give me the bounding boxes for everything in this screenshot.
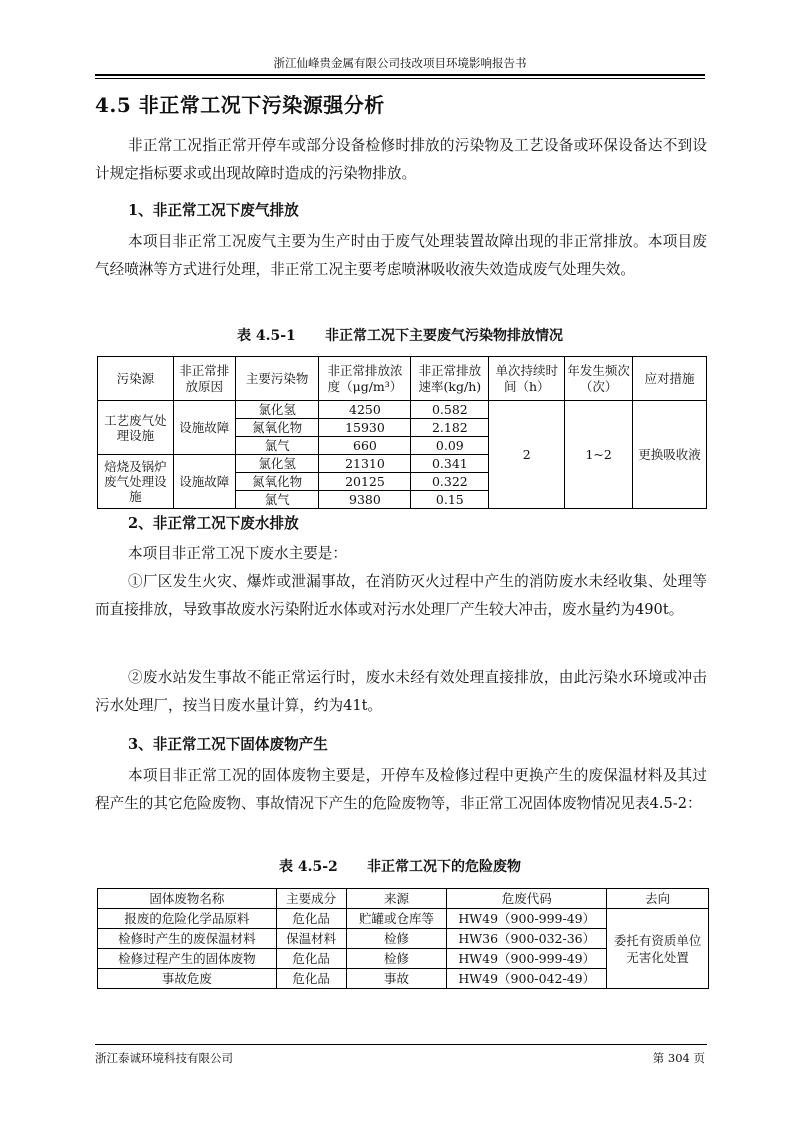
cell-origin: 事故 (346, 969, 447, 989)
cell-component: 保温材料 (276, 929, 346, 949)
cell-concentration: 9380 (319, 491, 411, 509)
section-title: 4.5 非正常工况下污染源强分析 (95, 93, 385, 117)
cell-code: HW49（900-999-49） (447, 909, 607, 929)
th-destination: 去向 (607, 889, 709, 909)
cell-origin: 检修 (346, 949, 447, 969)
cell-concentration: 660 (319, 437, 411, 455)
cell-pollutant: 氮氧化物 (235, 473, 319, 491)
gas-emission-table (97, 356, 707, 509)
cell-concentration: 20125 (319, 473, 411, 491)
cell-frequency: 1~2 (565, 401, 633, 509)
cell-rate: 0.15 (411, 491, 489, 509)
cell-destination: 委托有资质单位无害化处置 (607, 909, 709, 989)
cell-source: 焙烧及锅炉废气处理设施 (98, 455, 174, 509)
table1-header-row (98, 357, 707, 401)
cell-duration: 2 (489, 401, 565, 509)
cell-concentration: 21310 (319, 455, 411, 473)
page-header: 浙江仙峰贵金属有限公司技改项目环境影响报告书 (273, 56, 527, 70)
cell-reason: 设施故障 (173, 455, 235, 509)
cell-pollutant: 氯气 (235, 437, 319, 455)
cell-origin: 贮罐或仓库等 (346, 909, 447, 929)
header-rule (95, 74, 705, 76)
th-measure: 应对措施 (633, 357, 707, 401)
cell-origin: 检修 (346, 929, 447, 949)
cell-component: 危化品 (276, 969, 346, 989)
cell-measure: 更换吸收液 (633, 401, 707, 509)
cell-name: 事故危废 (98, 969, 277, 989)
table2-header-row (98, 889, 709, 909)
solid-paragraph: 本项目非正常工况的固体废物主要是，开停车及检修过程中更换产生的废保温材料及其过程产生的其它危险废物、事故情况下产生的危险废物等，非正常工况固体废物情况见表4.5-2： (95, 767, 707, 812)
cell-name: 检修时产生的废保温材料 (98, 929, 277, 949)
cell-code: HW49（900-999-49） (447, 949, 607, 969)
intro-paragraph: 非正常工况指正常开停车或部分设备检修时排放的污染物及工艺设备或环保设备达不到设计规定指标要求或出现故障时造成的污染物排放。 (95, 137, 707, 182)
th-name: 固体废物名称 (98, 889, 277, 909)
footer-rule (95, 1044, 707, 1045)
page-number: 第 304 页 (652, 1051, 705, 1065)
table-row (98, 909, 709, 929)
table2-caption: 表 4.5-2 非正常工况下的危险废物 (278, 859, 522, 875)
water-subtitle: 2、非正常工况下废水排放 (128, 515, 299, 532)
th-code: 危废代码 (447, 889, 607, 909)
cell-pollutant: 氯气 (235, 491, 319, 509)
cell-rate: 0.09 (411, 437, 489, 455)
hazardous-waste-table (97, 888, 709, 989)
th-rate: 非正常排放速率(kg/h) (411, 357, 489, 401)
th-reason: 非正常排放原因 (173, 357, 235, 401)
cell-rate: 2.182 (411, 419, 489, 437)
footer-company: 浙江泰诚环境科技有限公司 (95, 1051, 233, 1065)
cell-pollutant: 氯化氢 (235, 401, 319, 419)
cell-concentration: 4250 (319, 401, 411, 419)
th-origin: 来源 (346, 889, 447, 909)
water-paragraph-1: 本项目非正常工况下废水主要是： (128, 545, 347, 562)
cell-reason: 设施故障 (173, 401, 235, 455)
header-rule-thin (95, 78, 705, 79)
water-paragraph-2: ①厂区发生火灾、爆炸或泄漏事故，在消防灭火过程中产生的消防废水未经收集、处理等而直接排放，导致事故废水污染附近水体或对污水处理厂产生较大冲击，废水量约为490t。 (95, 573, 707, 618)
cell-concentration: 15930 (319, 419, 411, 437)
th-frequency: 年发生频次（次） (565, 357, 633, 401)
th-concentration: 非正常排放浓度（μg/m³） (319, 357, 411, 401)
cell-rate: 0.322 (411, 473, 489, 491)
cell-pollutant: 氮氧化物 (235, 419, 319, 437)
th-source: 污染源 (98, 357, 174, 401)
cell-rate: 0.582 (411, 401, 489, 419)
cell-name: 检修过程产生的固体废物 (98, 949, 277, 969)
cell-component: 危化品 (276, 949, 346, 969)
cell-pollutant: 氯化氢 (235, 455, 319, 473)
cell-rate: 0.341 (411, 455, 489, 473)
water-paragraph-3: ②废水站发生事故不能正常运行时，废水未经有效处理直接排放，由此污染水环境或冲击污水处理厂，按当日废水量计算，约为41t。 (95, 669, 707, 714)
table-row (98, 401, 707, 419)
th-pollutant: 主要污染物 (235, 357, 319, 401)
cell-code: HW49（900-042-49） (447, 969, 607, 989)
solid-subtitle: 3、非正常工况下固体废物产生 (128, 736, 328, 753)
cell-source: 工艺废气处理设施 (98, 401, 174, 455)
th-component: 主要成分 (276, 889, 346, 909)
gas-paragraph: 本项目非正常工况废气主要为生产时由于废气处理装置故障出现的非正常排放。本项目废气经喷淋等方式进行处理，非正常工况主要考虑喷淋吸收液失效造成废气处理失效。 (95, 233, 707, 278)
cell-name: 报废的危险化学品原料 (98, 909, 277, 929)
table1-caption: 表 4.5-1 非正常工况下主要废气污染物排放情况 (236, 328, 564, 344)
th-duration: 单次持续时间（h） (489, 357, 565, 401)
gas-subtitle: 1、非正常工况下废气排放 (128, 202, 299, 219)
cell-component: 危化品 (276, 909, 346, 929)
cell-code: HW36（900-032-36） (447, 929, 607, 949)
